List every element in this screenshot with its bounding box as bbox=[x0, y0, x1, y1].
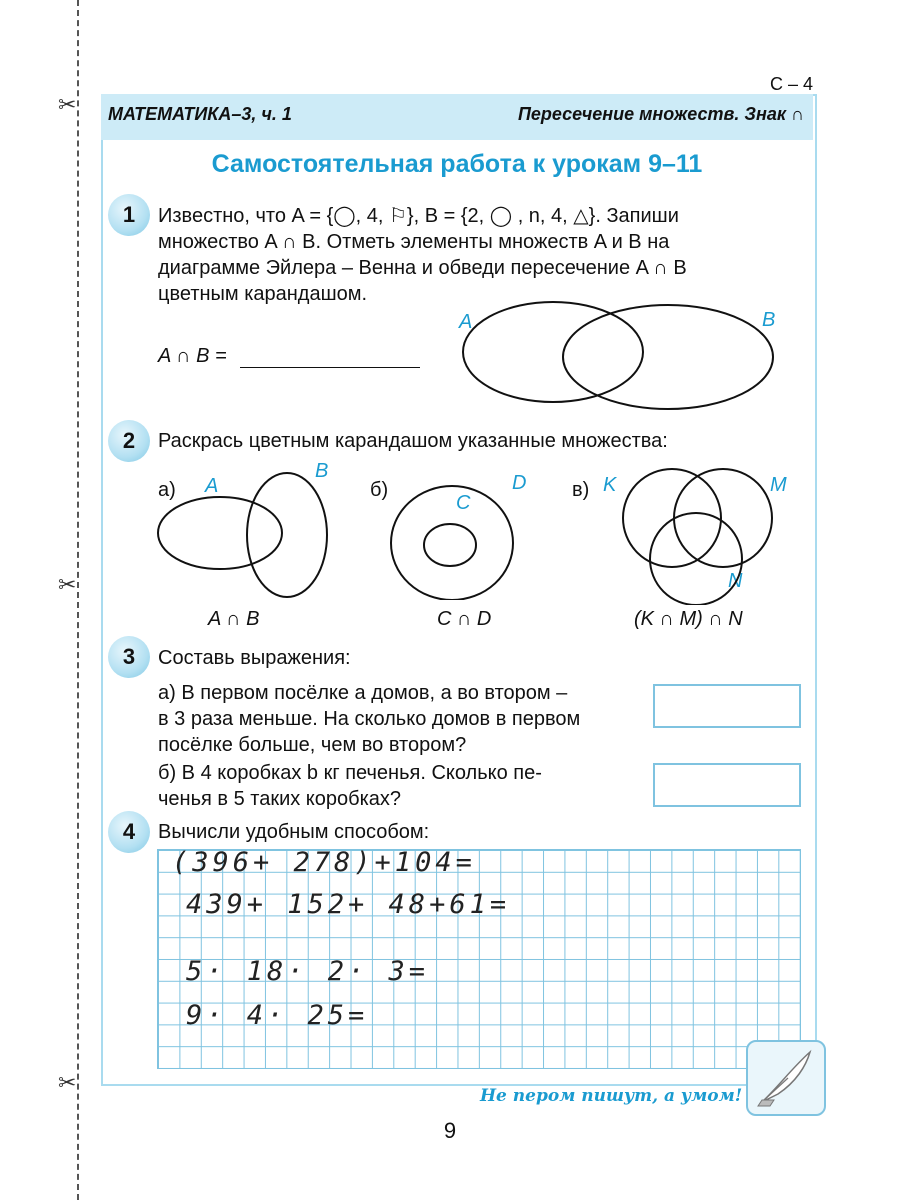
task3-text: Составь выражения: bbox=[158, 647, 351, 669]
handwritten-expression: 9· 4· 25= bbox=[186, 1000, 369, 1031]
handwritten-expression: (396+ 278)+104= bbox=[172, 847, 476, 878]
task2-text: Раскрась цветным карандашом указанные множества: bbox=[158, 430, 668, 452]
task1-answer-label: A ∩ B = bbox=[158, 345, 227, 367]
venn-diagram-b bbox=[380, 470, 530, 600]
task2-expr-a: A ∩ B bbox=[208, 608, 260, 630]
task1-text-line4: цветным карандашом. bbox=[158, 283, 368, 305]
task3-a-line3: посёлке больше, чем во втором? bbox=[158, 734, 467, 756]
quill-icon bbox=[746, 1040, 826, 1116]
task3-a-line1: а) В первом посёлке a домов, а во втором – bbox=[158, 682, 568, 704]
task2-c-label: в) bbox=[572, 479, 590, 501]
set-label-k: K bbox=[603, 474, 617, 496]
set-label-b: B bbox=[315, 460, 329, 482]
task2-a-label: а) bbox=[158, 479, 176, 501]
task1-text-line1: Известно, что A = {◯, 4, ⚐}, B = {2, ◯ , n, 4, △}. Запиши bbox=[158, 205, 679, 227]
task3-b-line2: ченья в 5 таких коробках? bbox=[158, 788, 402, 810]
set-label-a: A bbox=[205, 475, 219, 497]
task1-answer-line[interactable] bbox=[240, 367, 420, 368]
handwritten-expression: 5· 18· 2· 3= bbox=[186, 956, 430, 987]
task-number: 4 bbox=[108, 811, 150, 853]
page-code: С – 4 bbox=[770, 74, 814, 94]
venn-label-b: B bbox=[762, 309, 776, 331]
set-label-m: M bbox=[770, 474, 787, 496]
header-right: Пересечение множеств. Знак ∩ bbox=[517, 104, 804, 124]
scissors-icon: ✂ bbox=[58, 1070, 77, 1095]
task3-b-answer-box[interactable] bbox=[653, 763, 801, 807]
set-label-n: N bbox=[728, 570, 743, 592]
venn-diagram-c bbox=[610, 465, 790, 605]
motto: Не пером пишут, а умом! bbox=[480, 1086, 743, 1106]
task1-text-line2: множество A ∩ B. Отметь элементы множеств A и B на bbox=[158, 231, 670, 253]
task-number: 1 bbox=[108, 194, 150, 236]
cut-line bbox=[77, 0, 79, 1200]
header-left: МАТЕМАТИКА–3, ч. 1 bbox=[108, 104, 292, 124]
task3-a-answer-box[interactable] bbox=[653, 684, 801, 728]
task2-expr-b: C ∩ D bbox=[437, 608, 492, 630]
venn-diagram-a bbox=[150, 470, 340, 600]
task4-text: Вычисли удобным способом: bbox=[158, 821, 430, 843]
venn-label-a: A bbox=[459, 311, 473, 333]
task3-b-line1: б) В 4 коробках b кг печенья. Сколько пе- bbox=[158, 762, 542, 784]
task1-text-line3: диаграмме Эйлера – Венна и обведи пересечение A ∩ B bbox=[158, 257, 687, 279]
venn-diagram-ab bbox=[450, 300, 790, 420]
set-label-d: D bbox=[512, 472, 527, 494]
task2-expr-c: (K ∩ M) ∩ N bbox=[634, 608, 743, 630]
task-number: 2 bbox=[108, 420, 150, 462]
page-number: 9 bbox=[443, 1118, 457, 1143]
scissors-icon: ✂ bbox=[58, 572, 77, 597]
handwritten-expression: 439+ 152+ 48+61= bbox=[186, 889, 511, 920]
task-number: 3 bbox=[108, 636, 150, 678]
page-title: Самостоятельная работа к урокам 9–11 bbox=[211, 150, 703, 178]
scissors-icon: ✂ bbox=[58, 92, 77, 117]
task3-a-line2: в 3 раза меньше. На сколько домов в первом bbox=[158, 708, 581, 730]
set-label-c: C bbox=[456, 492, 471, 514]
task2-b-label: б) bbox=[370, 479, 389, 501]
